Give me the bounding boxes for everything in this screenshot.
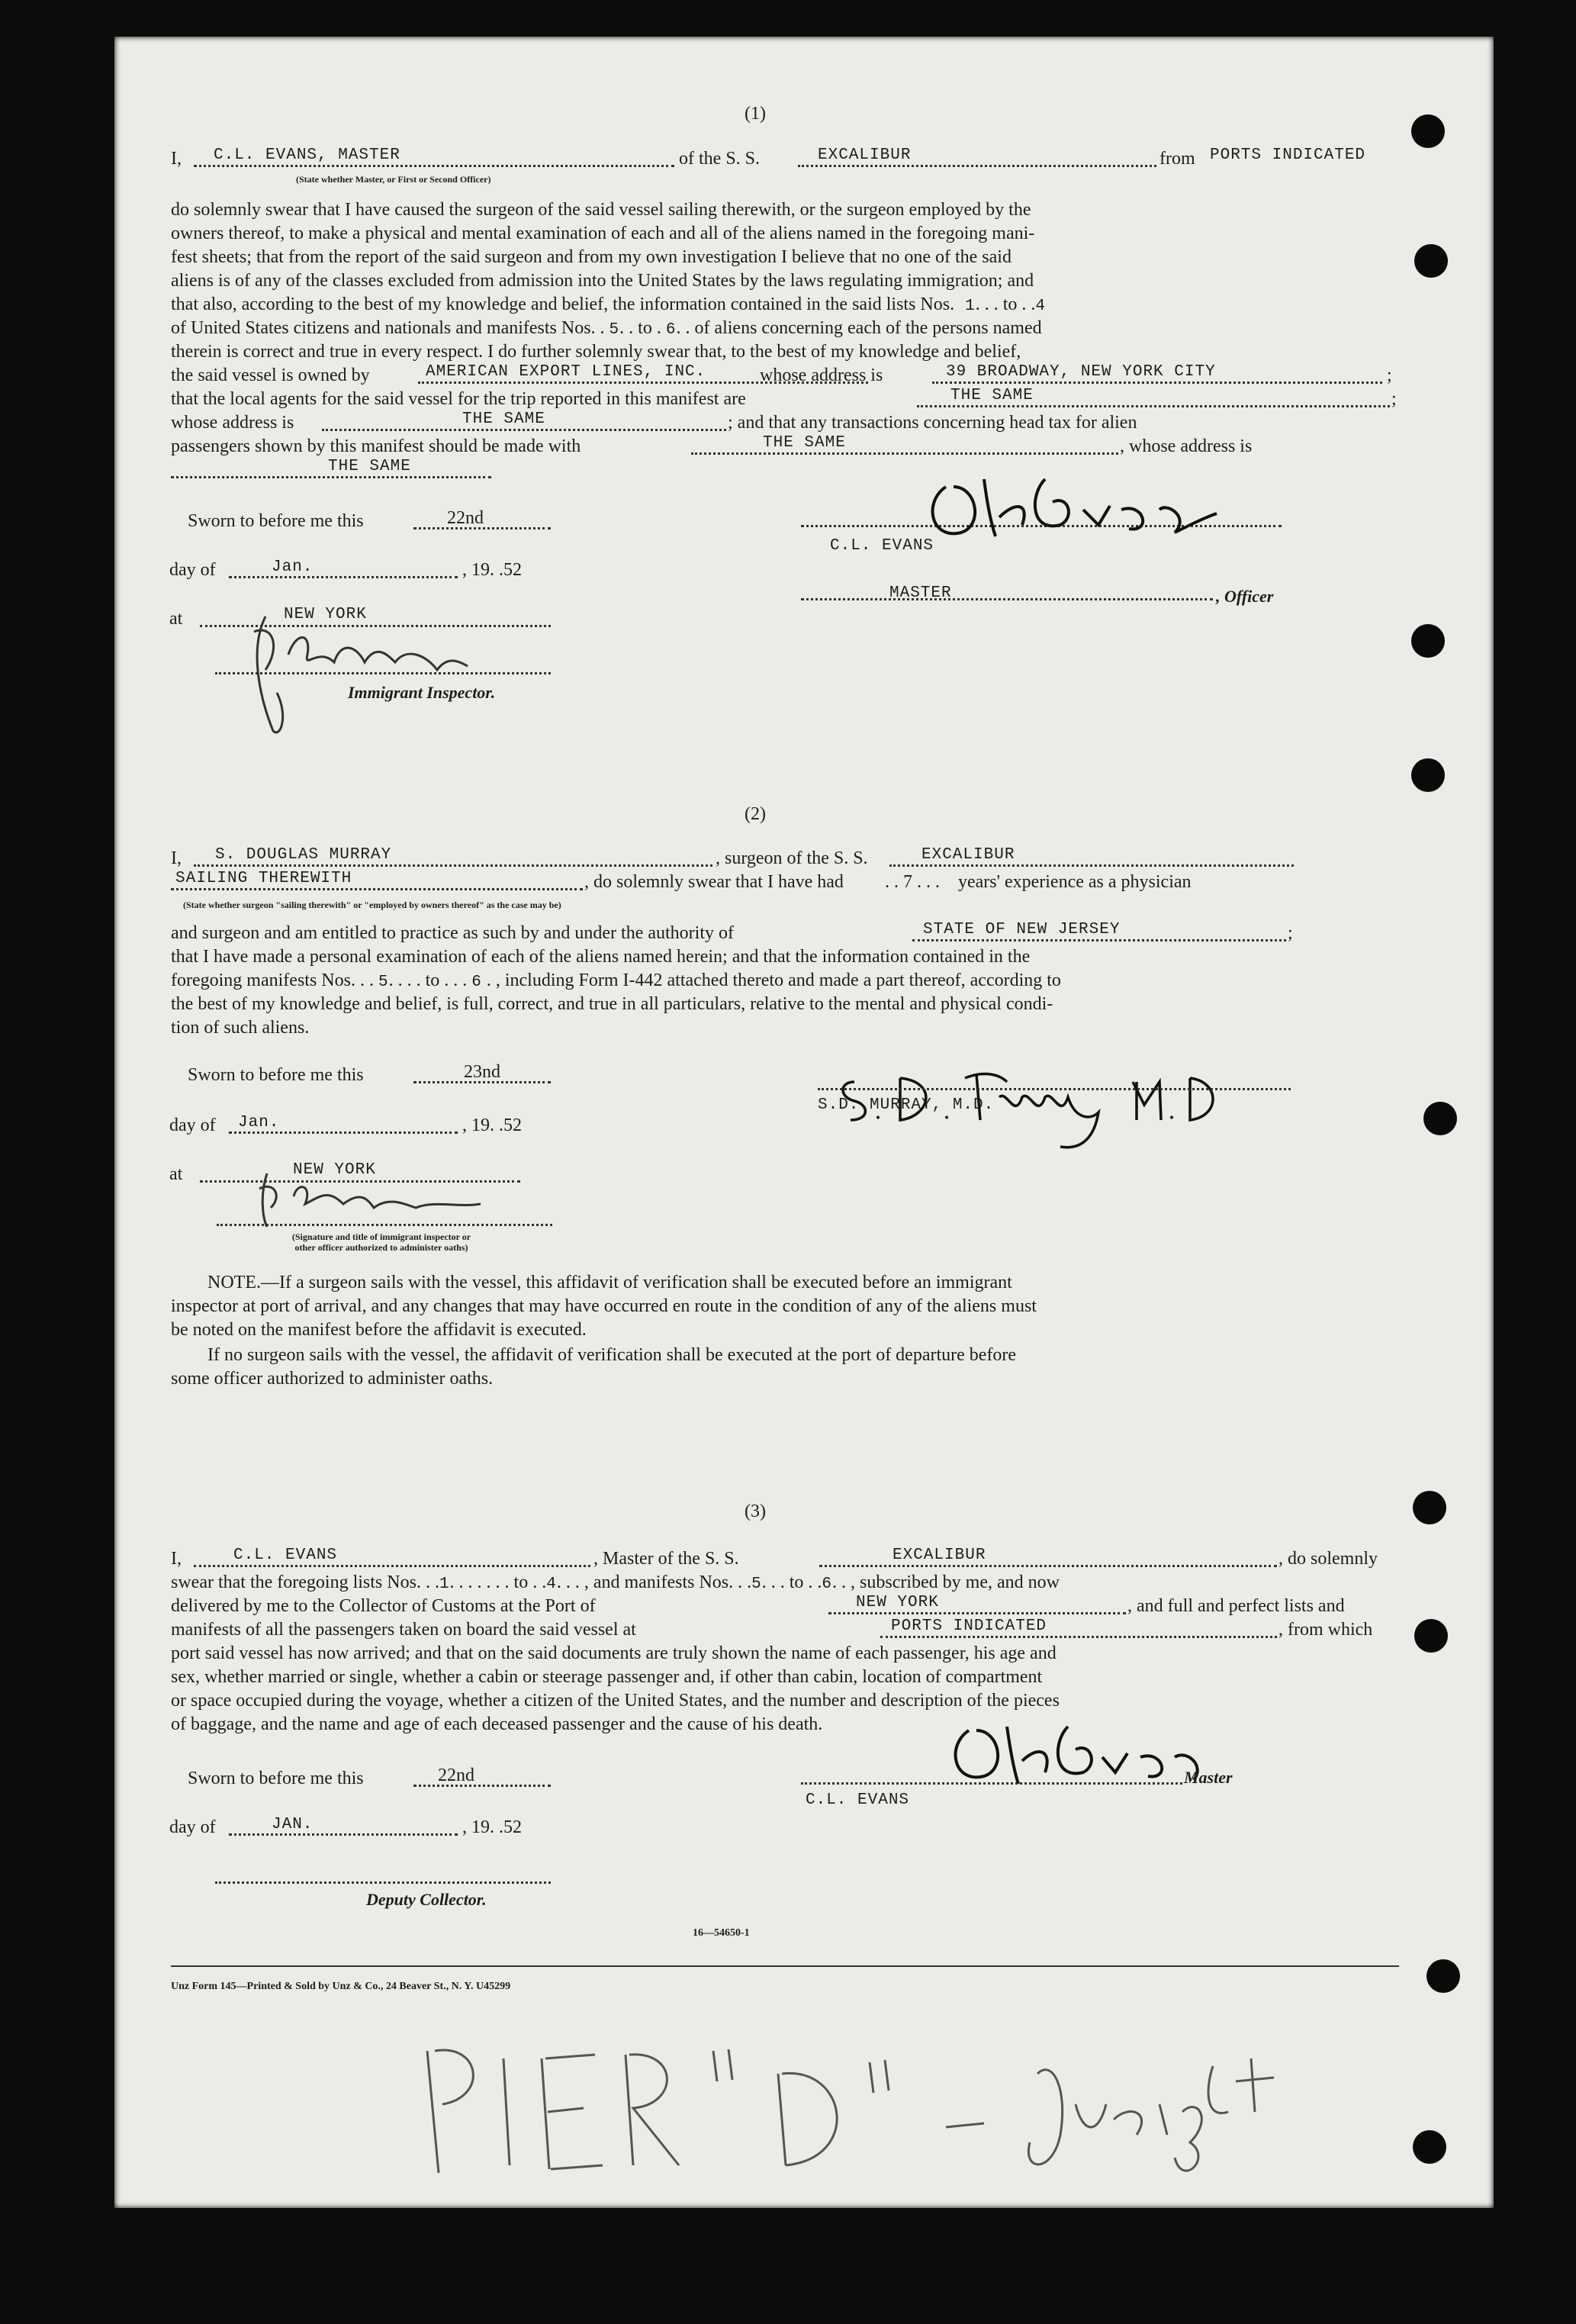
surgeon-name-typed: S.D. MURRAY, M.D.	[818, 1096, 995, 1114]
sworn-label-2: Sworn to before me this	[188, 1065, 364, 1085]
semicolon-2: ;	[1391, 389, 1397, 409]
year-3: , 19. .52	[462, 1817, 522, 1837]
s2-para-line-4: the best of my knowledge and belief, is full, correct, and true in all particulars, relative to the mental and physical condi-	[171, 994, 1053, 1014]
experience-label-a: , do solemnly swear that I have had	[584, 872, 844, 892]
s2-para-line-2: that I have made a personal examination of each of the aliens named herein; and that the information contained in the	[171, 947, 1031, 967]
s2-manifests-to: 6	[471, 974, 482, 991]
years-value: . . 7 . . .	[885, 872, 940, 892]
inspector-sign-line-2	[217, 1224, 552, 1226]
section-3-i-label: I,	[171, 1549, 182, 1569]
pier-annotation-text	[420, 2058, 985, 2082]
vessel-value-2: EXCALIBUR	[921, 846, 1015, 864]
binder-hole-7	[1414, 1619, 1448, 1653]
vessel-value: EXCALIBUR	[818, 146, 912, 164]
s2-para-line-3: foregoing manifests Nos. . . 5. . . . to . . . 6 . , including Form I-442 attached thereto and made a part thereof, according to	[171, 970, 1061, 991]
binder-hole-4	[1411, 758, 1445, 792]
manifest-affidavit-page	[114, 37, 1494, 2208]
officer-label: , Officer	[1216, 587, 1274, 606]
master-name-value: C.L. EVANS, MASTER	[214, 146, 400, 164]
binder-hole-1	[1411, 114, 1445, 148]
printer-credit: Unz Form 145—Printed & Sold by Unz & Co., 24 Beaver St., N. Y. U45299	[171, 1981, 511, 1992]
authority-value: STATE OF NEW JERSEY	[923, 921, 1121, 938]
binder-hole-9	[1413, 2130, 1446, 2164]
section-2-i-label: I,	[171, 848, 182, 868]
year-1: , 19. .52	[462, 560, 522, 580]
deputy-collector-label: Deputy Collector.	[366, 1890, 487, 1909]
binder-hole-5	[1423, 1102, 1457, 1135]
day-of-label-2: day of	[169, 1115, 216, 1135]
of-the-ss-label: of the S. S.	[679, 149, 761, 169]
s3-to-label: to	[513, 1572, 529, 1592]
binder-hole-3	[1411, 624, 1445, 658]
whose-address-label: whose address is	[760, 365, 883, 385]
s3-vessel: EXCALIBUR	[893, 1547, 986, 1564]
year-value-2: 52	[503, 1115, 522, 1135]
year-prefix-3: 19	[471, 1817, 490, 1837]
form-clause: , including Form I-442 attached thereto and made a part thereof, according to	[495, 970, 1061, 990]
year-value-3: 52	[503, 1817, 522, 1837]
note-label: NOTE.	[207, 1273, 261, 1292]
s3-line-3-end: , and full and perfect lists and	[1127, 1596, 1345, 1616]
to-label-3: to	[425, 970, 440, 990]
s3-para-line-7: or space occupied during the voyage, whether a citizen of the United States, and the number and description of the pieces	[171, 1691, 1060, 1711]
note-line-5: some officer authorized to administer oaths.	[171, 1369, 494, 1389]
s2-manifests-from: 5	[378, 974, 389, 991]
sworn-label-1: Sworn to before me this	[188, 511, 364, 531]
sworn-month-1: Jan.	[272, 558, 314, 576]
month-line-3	[229, 1833, 458, 1836]
section-1-line-1	[171, 147, 182, 171]
lists-from-value: 1	[965, 298, 976, 315]
owner-value: AMERICAN EXPORT LINES, INC.	[426, 363, 706, 381]
whose-address-label-2: , whose address is	[1120, 436, 1253, 456]
s3-manifests-label: , and manifests Nos.	[584, 1572, 734, 1592]
form-code: 16—54650-1	[693, 1927, 750, 1939]
surgeon-name-value: S. DOUGLAS MURRAY	[215, 846, 392, 864]
to-label-2: to	[638, 318, 652, 338]
i-label: I,	[171, 149, 182, 169]
owner-address-value: 39 BROADWAY, NEW YORK CITY	[946, 363, 1216, 381]
s3-vessel-line	[819, 1565, 1277, 1567]
section-3-number: (3)	[745, 1502, 766, 1521]
s3-master-typed: C.L. EVANS	[806, 1791, 910, 1809]
at-label-1: at	[169, 609, 183, 629]
note-paragraph	[171, 1271, 1399, 1295]
s3-lists-to: 4	[546, 1576, 557, 1593]
s2-para-line-5: tion of such aliens.	[171, 1018, 310, 1038]
note-line-2: inspector at port of arrival, and any changes that may have occurred en route in the condition of any of the aliens must	[171, 1296, 1037, 1316]
section-2-number: (2)	[745, 804, 766, 824]
s3-to-label-2: to	[789, 1572, 804, 1592]
s3-para-line-8: of baggage, and the name and age of each deceased passenger and the cause of his death.	[171, 1714, 823, 1734]
s3-master-of-label: , Master of the S. S.	[593, 1549, 739, 1569]
year-prefix-2: 19	[471, 1115, 490, 1135]
master-name-typed-1: C.L. EVANS	[830, 537, 934, 555]
para-1-line-8-label: the said vessel is owned by	[171, 365, 370, 385]
years-number: 7	[903, 872, 912, 892]
surgeon-sign-line	[818, 1088, 1291, 1090]
s3-line-4-label: manifests of all the passengers taken on board the said vessel at	[171, 1620, 636, 1640]
footer-rule	[171, 1965, 1399, 1967]
master-label: Master	[1184, 1768, 1233, 1787]
binder-hole-2	[1414, 244, 1448, 278]
s3-master-name: C.L. EVANS	[233, 1547, 338, 1564]
s3-from-port: PORTS INDICATED	[891, 1617, 1047, 1635]
s3-para-line-5: port said vessel has now arrived; and that on the said documents are truly shown the name of each passenger, his age and	[171, 1643, 1057, 1663]
head-tax-clause: ; and that any transactions concerning head tax for alien	[728, 413, 1137, 433]
note-line-1: —If a surgeon sails with the vessel, this affidavit of verification shall be executed before an immigrant	[260, 1273, 1012, 1292]
sworn-day-1: 22nd	[447, 508, 484, 528]
month-line-1	[229, 576, 458, 578]
sworn-month-3: JAN.	[272, 1816, 314, 1833]
inspector-signature-1	[243, 601, 471, 742]
s3-subscribed-label: , subscribed by me, and now	[851, 1572, 1060, 1592]
s3-master-sign-line	[801, 1782, 1182, 1785]
master-note: (State whether Master, or First or Second Officer)	[296, 174, 491, 185]
s3-para-line-6: sex, whether married or single, whether a cabin or steerage passenger and, if other than cabin, location of compartment	[171, 1667, 1043, 1687]
sworn-label-3: Sworn to before me this	[188, 1769, 364, 1788]
s3-manifests-to: 6	[822, 1576, 833, 1593]
para-1-line-1: do solemnly swear that I have caused the surgeon of the said vessel sailing therewith, or the surgeon employed by the	[171, 200, 1031, 220]
para-1-line-4: aliens is of any of the classes excluded from admission into the United States by the laws regulating immigration; and	[171, 271, 1034, 291]
agents-address-value: THE SAME	[462, 410, 545, 428]
foregoing-label: foregoing manifests Nos.	[171, 970, 355, 990]
surgeon-note: (State whether surgeon "sailing therewith" or "employed by owners thereof" as the case may be)	[183, 900, 561, 910]
experience-label-b: years' experience as a physician	[958, 872, 1192, 892]
head-tax-address-value: THE SAME	[328, 458, 411, 475]
sworn-month-2: Jan.	[238, 1114, 280, 1131]
sworn-day-line-3	[413, 1785, 551, 1787]
from-port-value: PORTS INDICATED	[1210, 146, 1366, 164]
para-1-line-6: of United States citizens and nationals and manifests Nos. . 5. . to . 6. . of aliens concerning each of the persons named	[171, 318, 1042, 339]
agents-address-label: whose address is	[171, 413, 294, 433]
manifests-to-value: 6	[665, 321, 677, 339]
s3-solemnly-label: , do solemnly	[1278, 1549, 1378, 1569]
s3-manifests-from: 5	[751, 1576, 762, 1593]
s3-line-3-label: delivered by me to the Collector of Customs at the Port of	[171, 1596, 596, 1616]
manifests-from-value: 5	[609, 321, 620, 339]
s3-line-2: swear that the foregoing lists Nos. . .1. . . . . . . to . .4. . . , and manifests Nos. . .5. . . to . .6. . , subscribed by me, and now	[171, 1572, 1060, 1593]
head-tax-fill-line	[691, 452, 1118, 455]
at-label-2: at	[169, 1164, 183, 1184]
year-2: , 19. .52	[462, 1115, 522, 1135]
year-value-1: 52	[503, 560, 522, 580]
sworn-day-3: 22nd	[438, 1766, 474, 1785]
para-1-line-3: fest sheets; that from the report of the said surgeon and from my own investigation I believe that no one of the said	[171, 247, 1012, 267]
sworn-place-1: NEW YORK	[284, 606, 367, 623]
sworn-day-2: 23nd	[464, 1062, 500, 1082]
agents-value: THE SAME	[950, 387, 1034, 404]
para-1-line-7: therein is correct and true in every respect. I do further solemnly swear that, to the best of my knowledge and belief,	[171, 342, 1021, 362]
day-of-label-1: day of	[169, 560, 216, 580]
lists-to-value: 4	[1035, 298, 1046, 315]
para-1-line-2: owners thereof, to make a physical and mental examination of each and all of the aliens named in the foregoing mani-	[171, 224, 1035, 243]
authority-label: and surgeon and am entitled to practice as such by and under the authority of	[171, 923, 734, 943]
sworn-place-2: NEW YORK	[293, 1161, 376, 1179]
year-prefix-1: 19	[471, 560, 490, 580]
note-line-4: If no surgeon sails with the vessel, the affidavit of verification shall be executed at the port of departure before	[207, 1345, 1017, 1365]
sailing-value: SAILING THEREWITH	[175, 870, 352, 887]
s3-lists-label: swear that the foregoing lists Nos.	[171, 1572, 421, 1592]
manifests-intro: of United States citizens and nationals and manifests Nos.	[171, 318, 596, 338]
semicolon-3: ;	[1288, 923, 1293, 943]
inspector-label: Immigrant Inspector.	[348, 683, 496, 702]
master-signature-1	[915, 464, 1221, 552]
sig-caption-1: (Signature and title of immigrant inspector or	[291, 1231, 471, 1242]
collector-sign-line	[215, 1881, 551, 1884]
s3-lists-from: 1	[439, 1576, 450, 1593]
surgeon-of-ss-label: , surgeon of the S. S.	[716, 848, 868, 868]
semicolon: ;	[1387, 365, 1392, 385]
lists-intro: that also, according to the best of my knowledge and belief, the information contained in the said lists Nos.	[171, 295, 955, 314]
from-label: from	[1159, 149, 1195, 169]
manifests-outro: of aliens concerning each of the persons named	[694, 318, 1042, 338]
to-label: to	[1002, 295, 1018, 314]
binder-hole-8	[1426, 1959, 1460, 1993]
head-tax-label: passengers shown by this manifest should be made with	[171, 436, 581, 456]
section-1-number: (1)	[745, 104, 766, 124]
para-1-line-5: that also, according to the best of my knowledge and belief, the information contained in the said lists Nos. 1. . . to . .4	[171, 295, 1046, 315]
master-title-line	[801, 598, 1213, 600]
inspector-signature-2	[252, 1166, 496, 1238]
master-title-value: MASTER	[889, 584, 952, 602]
s3-line-4-end: , from which	[1278, 1620, 1373, 1640]
s3-port: NEW YORK	[856, 1594, 939, 1611]
agents-label: that the local agents for the said vessel for the trip reported in this manifest are	[171, 389, 746, 409]
day-of-label-3: day of	[169, 1817, 216, 1837]
head-tax-value: THE SAME	[763, 434, 846, 452]
binder-hole-6	[1413, 1491, 1446, 1524]
note-line-3: be noted on the manifest before the affidavit is executed.	[171, 1320, 587, 1340]
sig-caption-2: other officer authorized to administer oaths)	[294, 1242, 468, 1253]
